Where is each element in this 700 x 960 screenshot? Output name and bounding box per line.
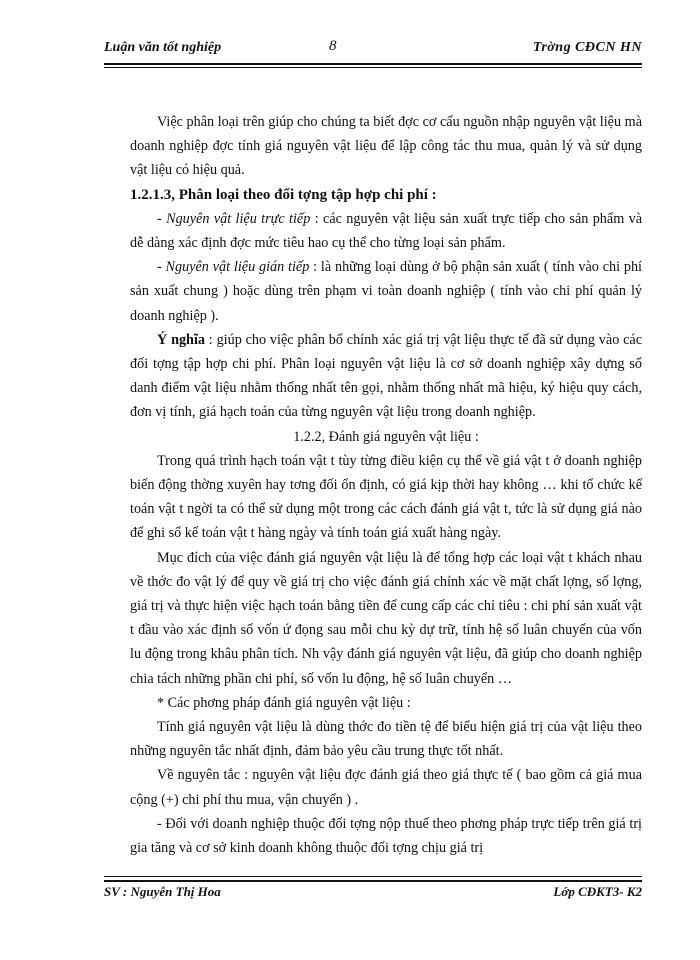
paragraph-valuation-methods-title: * Các phơng pháp đánh giá nguyên vật liệu : bbox=[157, 694, 411, 711]
footer-class-name: Lớp CĐKT3- K2 bbox=[553, 884, 642, 899]
paragraph-classification-intro: Việc phân loại trên giúp cho chúng ta biết đợc cơ cấu nguồn nhập nguyên vật liệu mà doanh nghiệp đợc tính giá nguyên vật liệu để lập công tác thu mua, quản lý và sử dụng vật liệu có hiệu quả. bbox=[130, 114, 642, 179]
section-heading-1-2-1-3: 1.2.1.3, Phân loại theo đối tợng tập hợp chi phí : bbox=[130, 186, 437, 203]
footer-rule-thin bbox=[104, 876, 642, 877]
page-header bbox=[104, 40, 642, 62]
header-page-number: 8 bbox=[329, 38, 337, 54]
paragraph-indirect-materials bbox=[130, 255, 642, 328]
term-meaning: Ý nghĩa bbox=[157, 331, 205, 348]
paragraph-valuation-purpose: Mục đích của việc đánh giá nguyên vật liệu là để tổng hợp các loại vật t khách nhau về thớc đo vật lý để quy về giá trị cho việc đánh giá chính xác về mặt chất lợng, số lợng, giá trị và thực hiện việc hạch toán bằng tiền để cung cấp các chỉ tiêu : chi phí sản xuất vật t đầu vào xác định số vốn ứ đọng sau mỗi chu kỳ dự trữ, tính hệ số luân chuyển của vốn lu động trong khâu phân tích. Nh vậy đánh giá nguyên vật liệu, đã giúp cho doanh nghiệp chia tách những phần chi phí, số vốn lu động, hệ số luân chuyển … bbox=[130, 549, 642, 687]
text-meaning: : giúp cho việc phân bổ chính xác giá trị vật liệu thực tế đã sử dụng vào các đối tợng tập hợp chi phí. Phân loại nguyên vật liệu là cơ sở doanh nghiệp xây dựng sổ danh điểm vật liệu nhằm thống nhất tên gọi, nhằm thống nhất mã hiệu, ký hiệu quy cách, đơn vị tính, giá hạch toán của từng nguyên vật liệu trong doanh nghiệp. bbox=[130, 331, 642, 421]
header-school-name: Trờng CĐCN HN bbox=[532, 40, 642, 55]
footer-rule-thick bbox=[104, 880, 642, 882]
paragraph-direct-materials bbox=[130, 207, 642, 255]
header-thesis-title: Luận văn tốt nghiệp bbox=[104, 40, 222, 55]
term-indirect-materials: - Nguyên vật liệu gián tiếp bbox=[157, 259, 310, 276]
text-direct-materials: : các nguyên vật liệu sản xuất trực tiếp cho sản phẩm và dễ dàng xác định đợc mức tiêu hao cụ thể cho từng loại sản phẩm. bbox=[130, 210, 642, 252]
paragraph-pricing-definition: Tính giá nguyên vật liệu là dùng thớc đo tiền tệ để biểu hiện giá trị của vật liệu theo những nguyên tắc nhất định, đảm bảo yêu cầu trung thực tốt nhất. bbox=[130, 719, 642, 760]
header-rule-thick bbox=[104, 63, 642, 65]
paragraph-accounting-process: Trong quá trình hạch toán vật t tùy từng điều kiện cụ thể về giá vật t ở doanh nghiệp biến động thờng xuyên hay tơng đối ổn định, có giá kịp thời hay không … khi tổ chức kế toán vật t ngời ta có thể sử dụng một trong các cách đánh giá vật t, tức là sử dụng giá nào để ghi sổ kế toán vật t hàng ngày và tính toán giá xuất hàng ngày. bbox=[130, 452, 642, 542]
term-direct-materials: - Nguyên vật liệu trực tiếp bbox=[157, 210, 311, 227]
paragraph-meaning bbox=[130, 328, 642, 425]
body-text bbox=[130, 110, 642, 860]
text-indirect-materials: : là những loại dùng ở bộ phận sản xuất ( tính vào chi phí sản xuất chung ) hoặc dùng trên phạm vi toàn doanh nghiệp ( tính vào chi phí quản lý doanh nghiệp ). bbox=[130, 259, 642, 324]
footer-student-name: SV : Nguyễn Thị Hoa bbox=[104, 884, 221, 899]
paragraph-direct-vat: - Đối với doanh nghiệp thuộc đối tợng nộp thuế theo phơng pháp trực tiếp trên giá trị gia tăng và cơ sở kinh doanh không thuộc đối tợng chịu giá trị bbox=[130, 815, 642, 857]
paragraph-principle: Về nguyên tắc : nguyên vật liệu đợc đánh giá theo giá thực tế ( bao gồm cả giá mua cộng (+) chi phí thu mua, vận chuyển ) . bbox=[130, 767, 642, 808]
header-rule-thin bbox=[104, 67, 642, 68]
section-heading-1-2-2: 1.2.2, Đánh giá nguyên vật liệu : bbox=[293, 428, 479, 445]
page-footer bbox=[104, 884, 642, 904]
